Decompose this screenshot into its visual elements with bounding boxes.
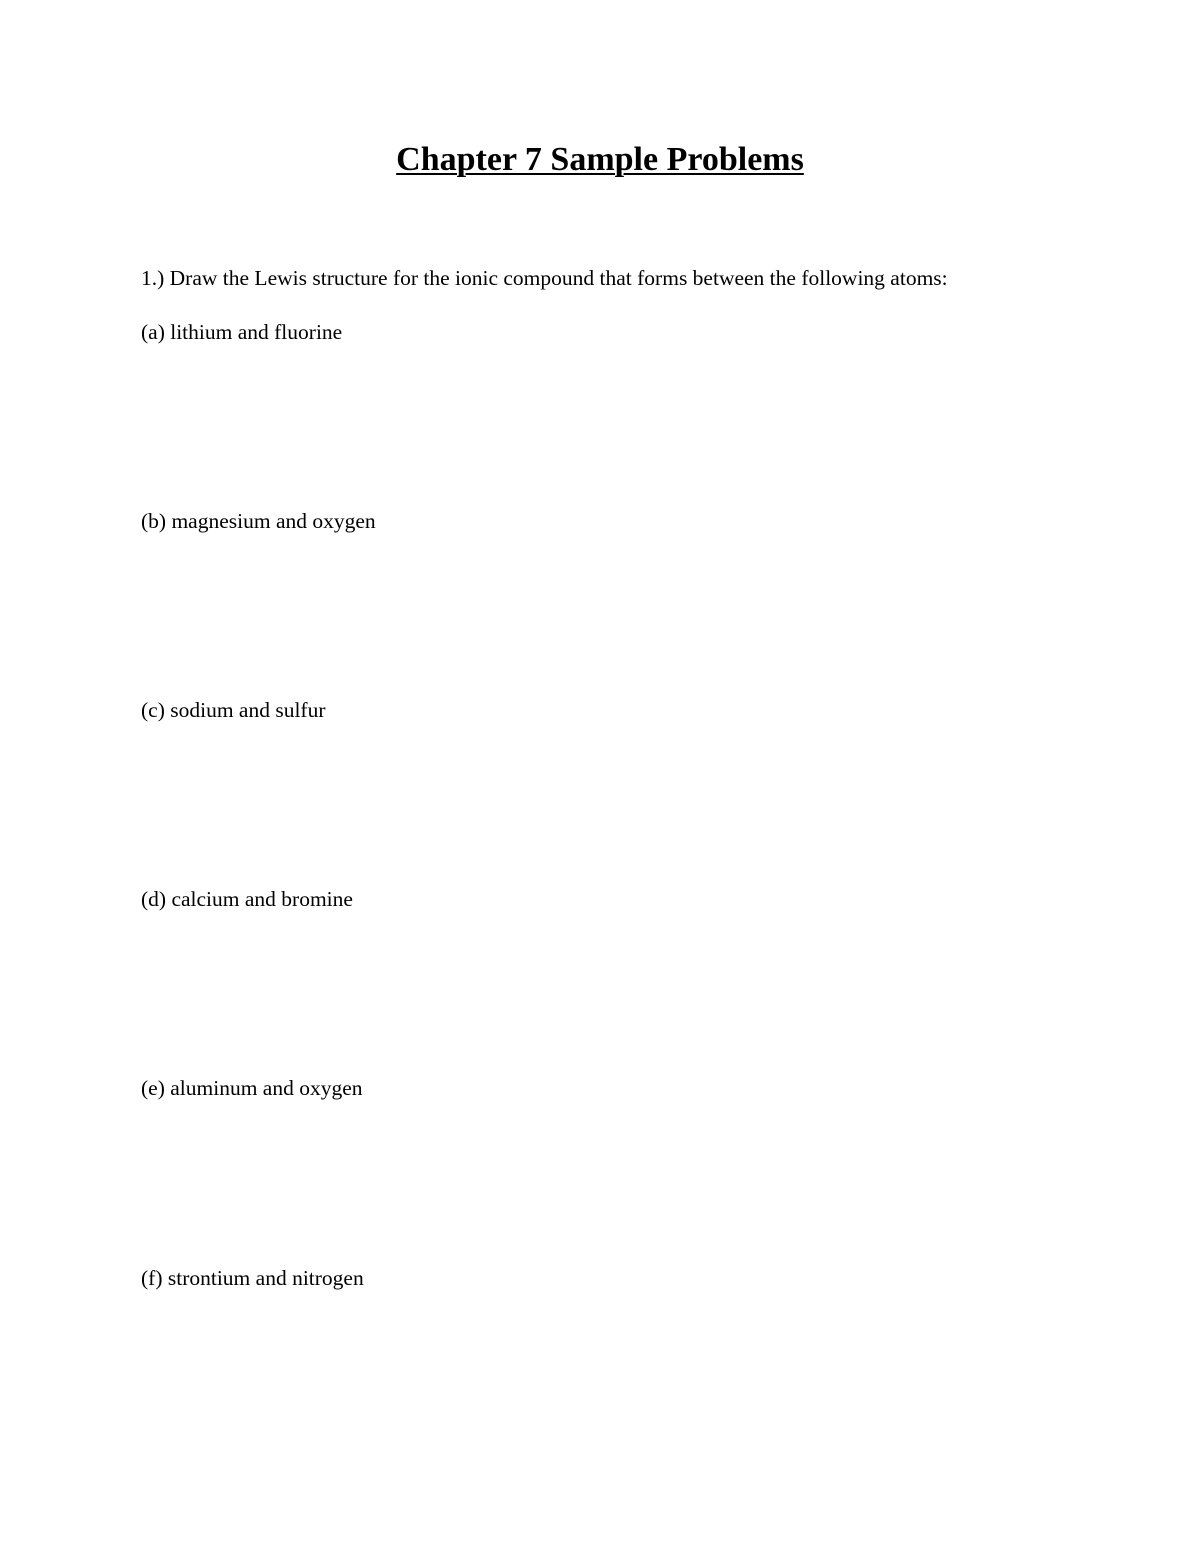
- question-part-c: (c) sodium and sulfur: [141, 698, 326, 722]
- page-title: Chapter 7 Sample Problems: [396, 141, 804, 178]
- question-part-d: (d) calcium and bromine: [141, 887, 353, 911]
- question-part-a: (a) lithium and fluorine: [141, 320, 343, 344]
- question-part-e: (e) aluminum and oxygen: [141, 1076, 363, 1100]
- question-part-f: (f) strontium and nitrogen: [141, 1266, 364, 1290]
- question-part-b: (b) magnesium and oxygen: [141, 509, 376, 533]
- question-prompt: 1.) Draw the Lewis structure for the ionic compound that forms between the following atoms:: [141, 266, 948, 290]
